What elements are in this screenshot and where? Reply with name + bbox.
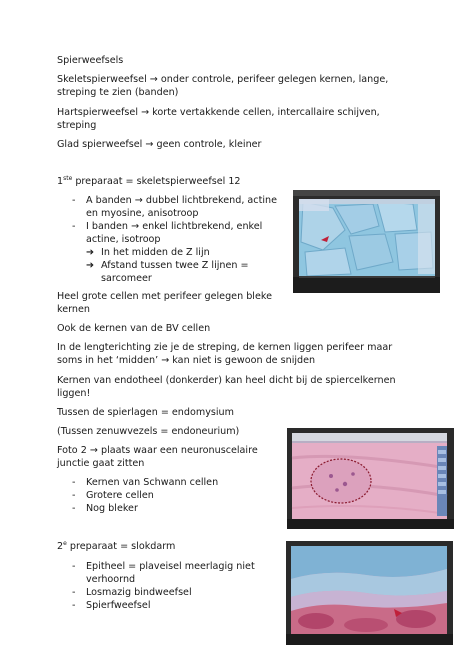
nmj-photo (287, 428, 454, 529)
bullet-dash: - (72, 561, 76, 572)
arrow-bullet-icon: ➔ (86, 260, 95, 271)
arrow-icon: → (134, 195, 143, 206)
list-item-cont: verhoornd (86, 574, 136, 585)
skeletal-muscle-image (293, 190, 440, 293)
paragraph: Kernen van endotheel (donkerder) kan heel dicht bij de spiercelkernen (57, 375, 396, 386)
list-item: Spierfweefsel (86, 600, 151, 611)
paragraph: Heel grote cellen met perifeer gelegen bleke (57, 291, 272, 302)
paragraph: Ook de kernen van de BV cellen (57, 323, 211, 334)
arrow-icon: → (141, 107, 150, 118)
sub-bullet-sarcomere: Afstand tussen twee Z lijnen = (101, 260, 249, 271)
list-item: Losmazig bindweefsel (86, 587, 192, 598)
intro-line-1-cont: streping te zien (banden) (57, 87, 179, 98)
paragraph-cont: soms in het ‘midden’ → kan niet is gewoon de snijden (57, 355, 316, 366)
bullet-i-bands-cont: actine, isotroop (86, 234, 161, 245)
bullet-a-bands-cont: en myosine, anisotroop (86, 208, 199, 219)
arrow-icon: → (145, 139, 154, 150)
bullet-dash: - (72, 600, 76, 611)
arrow-icon: → (89, 445, 98, 456)
paragraph-cont: kernen (57, 304, 90, 315)
bullet-dash: - (72, 477, 76, 488)
list-item: Nog bleker (86, 503, 138, 514)
arrow-icon: → (161, 355, 170, 366)
intro-line-2-cont: streping (57, 120, 97, 131)
prep2-heading: 2e preparaat = slokdarm (57, 539, 176, 552)
arrow-icon: → (131, 221, 140, 232)
esophagus-image (286, 541, 453, 645)
bullet-dash: - (72, 221, 76, 232)
bullet-dash: - (72, 503, 76, 514)
definition: geen controle, kleiner (156, 139, 262, 150)
paragraph: In de lengterichting zie je de streping, de kernen liggen perifeer maar (57, 342, 393, 353)
term: Hartspierweefsel (57, 107, 138, 118)
bullet-dash: - (72, 195, 76, 206)
nmj-image (287, 428, 454, 529)
bullet-dash: - (72, 490, 76, 501)
paragraph: Foto 2 → plaats waar een neuronuscelaire (57, 445, 258, 456)
term: Glad spierweefsel (57, 139, 143, 150)
arrow-icon: → (149, 74, 158, 85)
list-item: Grotere cellen (86, 490, 154, 501)
definition: onder controle, perifeer gelegen kernen, lange, (160, 74, 389, 85)
bullet-dash: - (72, 587, 76, 598)
bullet-a-bands: A banden → dubbel lichtbrekend, actine (86, 195, 277, 206)
list-item: Kernen van Schwann cellen (86, 477, 219, 488)
intro-line-1 (57, 74, 388, 86)
page-title: Spierweefsels (57, 55, 124, 66)
term: Skeletspierweefsel (57, 74, 147, 85)
paragraph: Tussen de spierlagen = endomysium (57, 407, 234, 418)
prep1-heading: 1ste preparaat = skeletspierweefsel 12 (57, 174, 241, 187)
sub-bullet-z-line: In het midden de Z lijn (101, 247, 210, 258)
intro-line-2 (57, 107, 380, 119)
bullet-i-bands: I banden → enkel lichtbrekend, enkel (86, 221, 263, 232)
paragraph-cont: liggen! (57, 388, 91, 399)
paragraph: (Tussen zenuwvezels = endoneurium) (57, 426, 240, 437)
skeletal-muscle-photo (293, 190, 440, 293)
definition: korte vertakkende cellen, intercallaire schijven, (152, 107, 380, 118)
esophagus-photo (286, 541, 453, 645)
intro-line-3 (57, 139, 262, 151)
arrow-bullet-icon: ➔ (86, 247, 95, 258)
paragraph-cont: junctie gaat zitten (57, 458, 145, 469)
list-item: Epitheel = plaveisel meerlagig niet (86, 561, 255, 572)
sub-bullet-sarcomere-cont: sarcomeer (101, 273, 152, 284)
